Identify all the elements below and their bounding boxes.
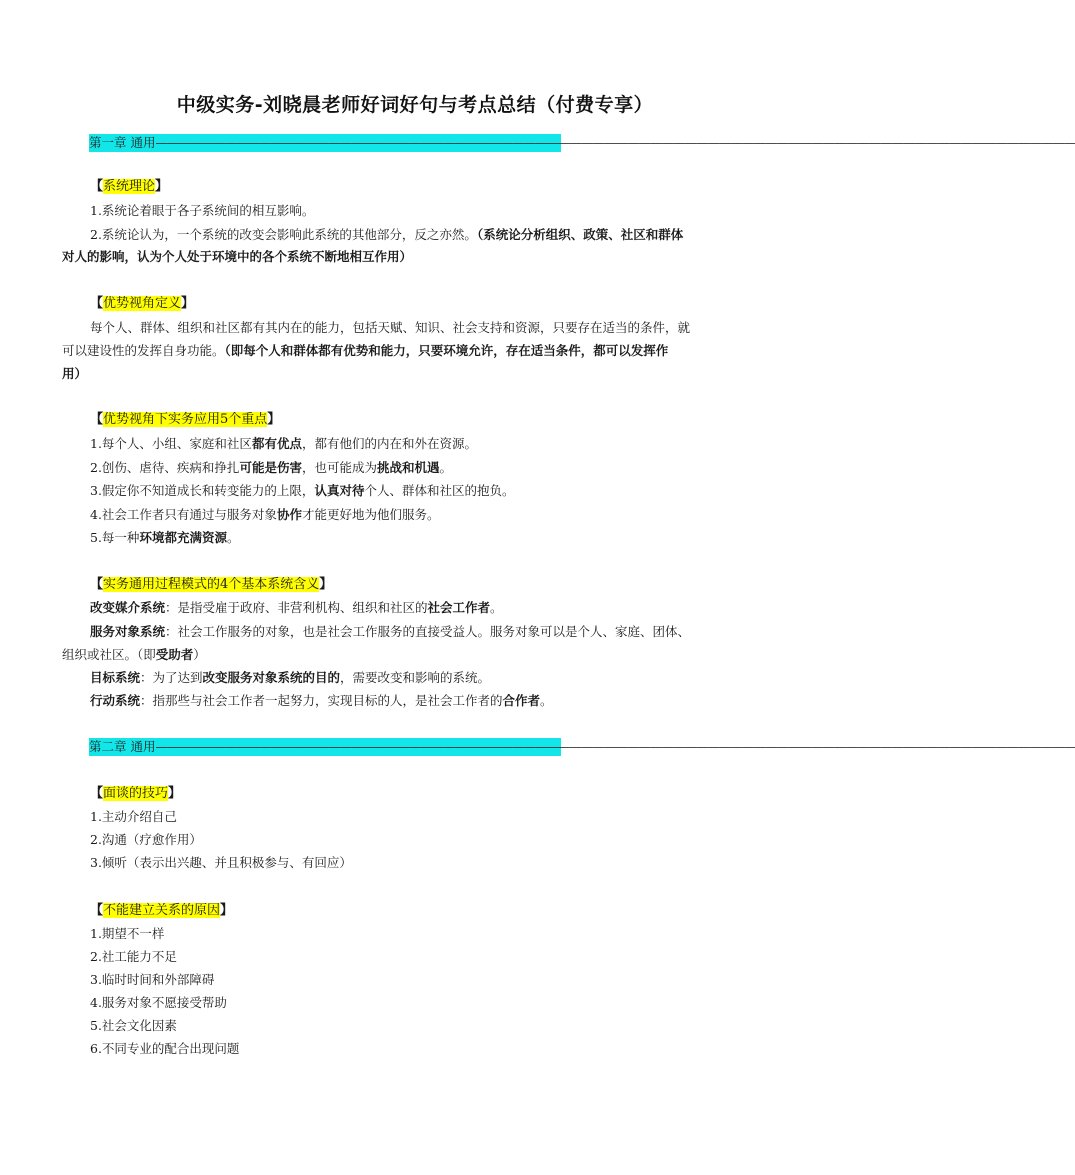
list-item xyxy=(90,506,439,524)
paragraph-line xyxy=(62,248,412,266)
term-label: 改变媒介系统 xyxy=(90,600,166,615)
list-item: 3.临时时间和外部障碍 xyxy=(90,972,215,987)
text-run: 2.创伤、虐待、疾病和挣扎 xyxy=(90,460,240,475)
list-item: 2.沟通（疗愈作用） xyxy=(90,832,202,847)
section-heading-relationship-failure-reasons xyxy=(90,902,233,920)
definition-line xyxy=(62,646,206,664)
bold-run: 受助者 xyxy=(155,647,194,662)
section-heading-interview-skills xyxy=(90,785,181,803)
text-run: 可以建设性的发挥自身功能。 xyxy=(62,343,225,358)
section-heading-four-systems xyxy=(90,576,332,594)
text-run: ：是指受雇于政府、非营利机构、组织和社区的 xyxy=(165,600,428,615)
bracket-close: 】 xyxy=(267,412,281,427)
text-run: ：为了达到 xyxy=(140,670,203,685)
paragraph-line xyxy=(62,342,668,360)
bracket-open: 【 xyxy=(90,412,104,427)
text-run: 2.系统论认为，一个系统的改变会影响此系统的其他部分，反之亦然。 xyxy=(90,227,477,242)
bold-run: （即每个人和群体都有优势和能力，只要环境允许，存在适当条件，都可以发挥作 xyxy=(224,343,669,358)
bold-run: 认真对待 xyxy=(314,483,365,498)
list-item xyxy=(90,459,452,477)
heading-text: 优势视角定义 xyxy=(103,296,182,311)
bold-run: 协作 xyxy=(276,507,302,522)
text-run: 。 xyxy=(490,600,503,615)
text-run: ：社会工作服务的对象，也是社会工作服务的直接受益人。服务对象可以是个人、家庭、团体、 xyxy=(165,624,691,639)
heading-text: 系统理论 xyxy=(103,179,156,194)
list-item: 6.不同专业的配合出现问题 xyxy=(90,1041,240,1056)
definition-line xyxy=(90,669,490,687)
paragraph-line xyxy=(62,365,87,383)
list-item xyxy=(90,482,514,500)
document-title: 中级实务-刘晓晨老师好词好句与考点总结（付费专享） xyxy=(176,94,654,116)
bracket-close: 】 xyxy=(319,577,333,592)
bracket-open: 【 xyxy=(90,179,104,194)
list-item: 1.期望不一样 xyxy=(90,926,165,941)
list-item: 4.服务对象不愿接受帮助 xyxy=(90,995,227,1010)
text-run: 组织或社区。（即 xyxy=(62,647,156,662)
chapter-1-banner xyxy=(89,134,1075,152)
paragraph-line xyxy=(90,226,683,244)
heading-text: 优势视角下实务应用5个重点 xyxy=(103,412,268,427)
text-run: 5.每一种 xyxy=(90,530,140,545)
paragraph-line: 每个人、群体、组织和社区都有其内在的能力，包括天赋、知识、社会支持和资源，只要存在适当的条件，就 xyxy=(90,320,691,335)
definition-line xyxy=(90,623,690,641)
list-item: 2.社工能力不足 xyxy=(90,949,177,964)
bold-run: 社会工作者 xyxy=(427,600,491,615)
definition-line xyxy=(90,692,553,710)
bold-run: 挑战和机遇 xyxy=(376,460,440,475)
bold-run: 合作者 xyxy=(502,693,541,708)
list-item xyxy=(90,529,239,547)
bold-run: 环境都充满资源 xyxy=(139,530,227,545)
list-item: 1.主动介绍自己 xyxy=(90,809,177,824)
bracket-open: 【 xyxy=(90,786,104,801)
section-heading-strengths-definition xyxy=(90,295,194,313)
chapter-2-label: 第二章 通用 xyxy=(89,739,156,754)
bracket-close: 】 xyxy=(155,179,169,194)
bracket-close: 】 xyxy=(181,296,195,311)
bold-run: 改变服务对象系统的目的 xyxy=(202,670,341,685)
text-run: 个人、群体和社区的抱负。 xyxy=(364,483,515,498)
section-heading-strengths-five-points xyxy=(90,411,280,429)
bold-run: 对人的影响，认为个人处于环境中的各个系统不断地相互作用） xyxy=(62,249,413,264)
text-run: 4.社会工作者只有通过与服务对象 xyxy=(90,507,277,522)
term-label: 目标系统 xyxy=(90,670,141,685)
bracket-open: 【 xyxy=(90,577,104,592)
section-heading-system-theory xyxy=(90,178,168,196)
text-run: ） xyxy=(193,647,206,662)
text-run: 才能更好地为他们服务。 xyxy=(301,507,440,522)
text-run: 。 xyxy=(439,460,452,475)
bold-run: 都有优点 xyxy=(251,436,302,451)
chapter-1-label: 第一章 通用 xyxy=(89,135,156,150)
text-run: 3.假定你不知道成长和转变能力的上限， xyxy=(90,483,315,498)
bold-run: 用） xyxy=(62,366,88,381)
bold-run: （系统论分析组织、政策、社区和群体 xyxy=(476,227,684,242)
heading-text: 实务通用过程模式的4个基本系统含义 xyxy=(103,577,320,592)
term-label: 服务对象系统 xyxy=(90,624,166,639)
paragraph-line: 1.系统论着眼于各子系统间的相互影响。 xyxy=(90,203,315,218)
bracket-open: 【 xyxy=(90,296,104,311)
chapter-1-rule: ———————————————————————————————————————————————————————————————————————————————— xyxy=(155,135,1075,150)
text-run: ，都有他们的内在和外在资源。 xyxy=(301,436,477,451)
text-run: 。 xyxy=(540,693,553,708)
term-label: 行动系统 xyxy=(90,693,141,708)
text-run: 。 xyxy=(226,530,240,545)
text-run: ，需要改变和影响的系统。 xyxy=(340,670,491,685)
list-item: 3.倾听（表示出兴趣、并且积极参与、有回应） xyxy=(90,855,352,870)
bracket-open: 【 xyxy=(90,903,104,918)
heading-text: 面谈的技巧 xyxy=(103,786,169,801)
definition-line xyxy=(90,599,503,617)
list-item xyxy=(90,435,477,453)
heading-text: 不能建立关系的原因 xyxy=(103,903,221,918)
text-run: ：指那些与社会工作者一起努力，实现目标的人，是社会工作者的 xyxy=(140,693,503,708)
bracket-close: 】 xyxy=(168,786,182,801)
bold-run: 可能是伤害 xyxy=(239,460,302,475)
bracket-close: 】 xyxy=(220,903,234,918)
list-item: 5.社会文化因素 xyxy=(90,1018,177,1033)
text-run: ，也可能成为 xyxy=(301,460,377,475)
text-run: 1.每个人、小组、家庭和社区 xyxy=(90,436,252,451)
chapter-2-banner xyxy=(89,738,1075,756)
chapter-2-rule: ———————————————————————————————————————————————————————————————————————————————— xyxy=(155,739,1075,754)
